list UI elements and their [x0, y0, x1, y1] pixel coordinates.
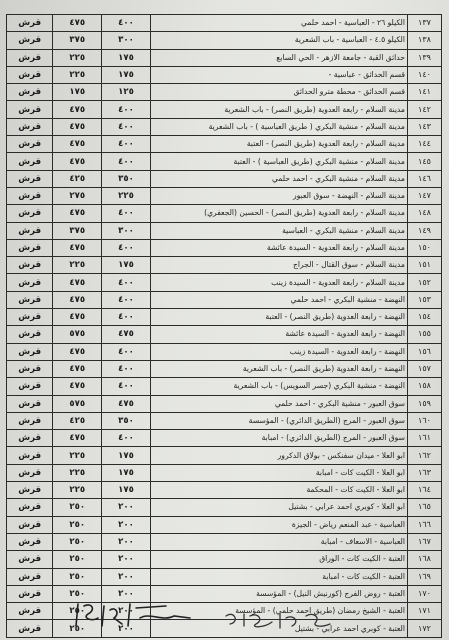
currency-cell: قرش [7, 551, 53, 568]
table-row [7, 395, 442, 412]
route-cell: مدينة السلام - سوق القتال - الجراج [150, 257, 407, 274]
row-number-cell: ١٧٢ [407, 620, 441, 637]
route-cell: حدائق القبة - جامعة الازهر - الحي السابع [150, 49, 407, 66]
fare-b-cell: ٤٢٥ [53, 170, 102, 187]
currency-cell: قرش [7, 395, 53, 412]
fare-a-cell: ٤٠٠ [102, 15, 151, 32]
currency-cell: قرش [7, 620, 53, 637]
fare-b-cell: ٢٢٥ [53, 447, 102, 464]
fare-a-cell: ٣٠٠ [102, 32, 151, 49]
currency-cell: قرش [7, 291, 53, 308]
table-row [7, 482, 442, 499]
table-row [7, 343, 442, 360]
table-row [7, 101, 442, 118]
route-cell: الكيلو ٤.٥ - العباسية - باب الشعرية [150, 32, 407, 49]
route-cell: مدينة السلام - منشية البكري - العباسية [150, 222, 407, 239]
fare-b-cell: ٢٥٠ [53, 620, 102, 637]
currency-cell: قرش [7, 222, 53, 239]
table-row [7, 84, 442, 101]
fare-a-cell: ٢٠٠ [102, 551, 151, 568]
route-cell: النهضة - منشية البكري - احمد حلمي [150, 291, 407, 308]
fare-b-cell: ٤٧٥ [53, 360, 102, 377]
row-number-cell: ١٦٠ [407, 412, 441, 429]
table-row [7, 153, 442, 170]
fare-a-cell: ٤٠٠ [102, 205, 151, 222]
currency-cell: قرش [7, 205, 53, 222]
fare-a-cell: ٢٠٠ [102, 620, 151, 637]
table-row [7, 170, 442, 187]
fare-a-cell: ٤٠٠ [102, 239, 151, 256]
fare-b-cell: ٤٧٥ [53, 430, 102, 447]
fare-b-cell: ١٧٥ [53, 84, 102, 101]
route-cell: ابو العلا - كوبري احمد عرابي - بشتيل [150, 499, 407, 516]
fare-b-cell: ٢٢٥ [53, 482, 102, 499]
currency-cell: قرش [7, 257, 53, 274]
row-number-cell: ١٤٢ [407, 101, 441, 118]
fare-b-cell: ٤٧٥ [53, 205, 102, 222]
fare-b-cell: ٤٧٥ [53, 118, 102, 135]
fare-a-cell: ٤٠٠ [102, 343, 151, 360]
currency-cell: قرش [7, 360, 53, 377]
fare-a-cell: ٤٠٠ [102, 360, 151, 377]
table-row [7, 516, 442, 533]
row-number-cell: ١٧٠ [407, 585, 441, 602]
row-number-cell: ١٤٩ [407, 222, 441, 239]
table-row [7, 187, 442, 204]
fare-a-cell: ١٧٥ [102, 257, 151, 274]
fare-a-cell: ١٧٥ [102, 482, 151, 499]
route-cell: العتبة - كوبري احمد عرابي - بشتيل [150, 620, 407, 637]
currency-cell: قرش [7, 603, 53, 620]
fare-b-cell: ٤٧٥ [53, 343, 102, 360]
route-cell: ابو العلا - ميدان سفنكس - بولاق الدكرور [150, 447, 407, 464]
table-row [7, 274, 442, 291]
route-cell: مدينة السلام - منشية البكري ( طريق العباسية ) - باب الشعرية [150, 118, 407, 135]
currency-cell: قرش [7, 464, 53, 481]
currency-cell: قرش [7, 343, 53, 360]
route-cell: مدينة السلام - رابعة العدوية (طريق النصر) - باب الشعرية [150, 101, 407, 118]
fare-a-cell: ١٢٥ [102, 84, 151, 101]
route-cell: مدينة السلام - رابعة العدوية (طريق النصر) - الحسين (الجعفري) [150, 205, 407, 222]
row-number-cell: ١٦٢ [407, 447, 441, 464]
row-number-cell: ١٥٠ [407, 239, 441, 256]
currency-cell: قرش [7, 136, 53, 153]
currency-cell: قرش [7, 187, 53, 204]
fare-a-cell: ١٧٥ [102, 447, 151, 464]
row-number-cell: ١٧١ [407, 603, 441, 620]
fare-b-cell: ٢٥٠ [53, 568, 102, 585]
route-cell: سوق العبور - المرج (الطريق الدائري) - المؤسسة [150, 412, 407, 429]
fare-a-cell: ٤٠٠ [102, 291, 151, 308]
row-number-cell: ١٤٥ [407, 153, 441, 170]
table-row [7, 533, 442, 550]
table-row [7, 32, 442, 49]
row-number-cell: ١٣٩ [407, 49, 441, 66]
currency-cell: قرش [7, 378, 53, 395]
row-number-cell: ١٦٤ [407, 482, 441, 499]
route-cell: العباسية - الاسعاف - امبابة [150, 533, 407, 550]
fare-a-cell: ٤٠٠ [102, 309, 151, 326]
row-number-cell: ١٦٥ [407, 499, 441, 516]
fare-a-cell: ٤٧٥ [102, 326, 151, 343]
fare-a-cell: ٤٠٠ [102, 136, 151, 153]
currency-cell: قرش [7, 239, 53, 256]
row-number-cell: ١٥١ [407, 257, 441, 274]
route-cell: النهضة - رابعة العدوية - السيدة عائشة [150, 326, 407, 343]
row-number-cell: ١٦٣ [407, 464, 441, 481]
row-number-cell: ١٤١ [407, 84, 441, 101]
row-number-cell: ١٦٩ [407, 568, 441, 585]
handwritten-initials [220, 608, 340, 632]
fare-b-cell: ٢٧٥ [53, 187, 102, 204]
table-row [7, 464, 442, 481]
currency-cell: قرش [7, 499, 53, 516]
table-row [7, 239, 442, 256]
currency-cell: قرش [7, 309, 53, 326]
route-cell: الكيلو ٢٦ - العباسية - احمد حلمي [150, 15, 407, 32]
fare-a-cell: ٢٠٠ [102, 533, 151, 550]
fare-a-cell: ٤٠٠ [102, 274, 151, 291]
currency-cell: قرش [7, 32, 53, 49]
route-cell: النهضة - رابعة العدوية - السيدة زينب [150, 343, 407, 360]
fare-b-cell: ٢٢٥ [53, 49, 102, 66]
row-number-cell: ١٣٧ [407, 15, 441, 32]
currency-cell: قرش [7, 412, 53, 429]
route-cell: سوق العبور - المرج (الطريق الدائري) - امبابة [150, 430, 407, 447]
row-number-cell: ١٤٠ [407, 66, 441, 83]
row-number-cell: ١٥٣ [407, 291, 441, 308]
fare-b-cell: ٤٧٥ [53, 239, 102, 256]
route-cell: ابو العلا - الكيت كات - المحكمة [150, 482, 407, 499]
route-cell: ابو العلا - الكيت كات - امبابة [150, 464, 407, 481]
row-number-cell: ١٥٧ [407, 360, 441, 377]
fare-a-cell: ٢٠٠ [102, 585, 151, 602]
currency-cell: قرش [7, 15, 53, 32]
table-row [7, 118, 442, 135]
fare-a-cell: ٢٠٠ [102, 499, 151, 516]
fare-b-cell: ٥٧٥ [53, 395, 102, 412]
fare-b-cell: ٢٥٠ [53, 551, 102, 568]
fare-a-cell: ١٧٥ [102, 66, 151, 83]
table-row [7, 447, 442, 464]
row-number-cell: ١٦٨ [407, 551, 441, 568]
route-cell: مدينة السلام - رابعة العدوية (طريق النصر) - العتبة [150, 136, 407, 153]
route-cell: مدينة السلام - النهضة - سوق العبور [150, 187, 407, 204]
fare-a-cell: ٢٠٠ [102, 603, 151, 620]
fare-b-cell: ٤٢٥ [53, 412, 102, 429]
row-number-cell: ١٦٧ [407, 533, 441, 550]
table-row [7, 205, 442, 222]
currency-cell: قرش [7, 153, 53, 170]
row-number-cell: ١٥٢ [407, 274, 441, 291]
table-row [7, 222, 442, 239]
fare-b-cell: ٤٧٥ [53, 15, 102, 32]
fare-a-cell: ٤٠٠ [102, 378, 151, 395]
table-row [7, 15, 442, 32]
fare-b-cell: ٤٧٥ [53, 274, 102, 291]
table-row [7, 66, 442, 83]
currency-cell: قرش [7, 482, 53, 499]
fare-a-cell: ٤٧٥ [102, 395, 151, 412]
currency-cell: قرش [7, 84, 53, 101]
table-row [7, 136, 442, 153]
fare-a-cell: ٤٠٠ [102, 101, 151, 118]
fare-a-cell: ٤٠٠ [102, 430, 151, 447]
table-row [7, 326, 442, 343]
table-row [7, 430, 442, 447]
fare-b-cell: ٢٢٥ [53, 66, 102, 83]
table-row [7, 257, 442, 274]
currency-cell: قرش [7, 568, 53, 585]
route-cell: العتبة - الشيخ رمضان (طريق احمد حلمي) - المؤسسة [150, 603, 407, 620]
row-number-cell: ١٦٦ [407, 516, 441, 533]
fare-a-cell: ٢٠٠ [102, 516, 151, 533]
route-cell: العتبة - الكيت كات - الوراق [150, 551, 407, 568]
route-cell: مدينة السلام - منشية البكري (طريق العباسية ) - العتبة [150, 153, 407, 170]
table-row [7, 309, 442, 326]
fare-table-body [7, 15, 442, 638]
row-number-cell: ١٤٧ [407, 187, 441, 204]
fare-b-cell: ٣٧٥ [53, 32, 102, 49]
fare-b-cell: ٤٧٥ [53, 101, 102, 118]
fare-a-cell: ٤٠٠ [102, 118, 151, 135]
route-cell: النهضة - رابعة العدوية (طريق النصر) - باب الشعرية [150, 360, 407, 377]
row-number-cell: ١٥٥ [407, 326, 441, 343]
fare-b-cell: ٤٧٥ [53, 153, 102, 170]
fare-a-cell: ١٧٥ [102, 49, 151, 66]
route-cell: النهضة - رابعة العدوية (طريق النصر) - العتبة [150, 309, 407, 326]
currency-cell: قرش [7, 101, 53, 118]
row-number-cell: ١٤٨ [407, 205, 441, 222]
fare-b-cell: ٢٢٥ [53, 257, 102, 274]
table-row [7, 568, 442, 585]
fare-b-cell: ٢٥٠ [53, 603, 102, 620]
fare-b-cell: ٤٧٥ [53, 378, 102, 395]
fare-b-cell: ٢٥٠ [53, 585, 102, 602]
route-cell: العباسية - عبد المنعم رياض - الجيزة [150, 516, 407, 533]
table-row [7, 412, 442, 429]
fare-table [6, 14, 442, 638]
route-cell: قسم الحدائق - عباسية - [150, 66, 407, 83]
table-row [7, 360, 442, 377]
fare-b-cell: ٤٧٥ [53, 291, 102, 308]
row-number-cell: ١٥٩ [407, 395, 441, 412]
currency-cell: قرش [7, 170, 53, 187]
fare-b-cell: ٤٧٥ [53, 136, 102, 153]
fare-b-cell: ٣٧٥ [53, 222, 102, 239]
route-cell: سوق العبور - منشية البكري - احمد حلمي [150, 395, 407, 412]
fare-b-cell: ٥٧٥ [53, 326, 102, 343]
fare-a-cell: ٣٥٠ [102, 170, 151, 187]
route-cell: النهضة - منشية البكري (جسر السويس) - باب الشعرية [150, 378, 407, 395]
row-number-cell: ١٥٤ [407, 309, 441, 326]
row-number-cell: ١٣٨ [407, 32, 441, 49]
fare-a-cell: ٣٠٠ [102, 222, 151, 239]
table-row [7, 551, 442, 568]
currency-cell: قرش [7, 533, 53, 550]
row-number-cell: ١٥٦ [407, 343, 441, 360]
currency-cell: قرش [7, 118, 53, 135]
route-cell: العتبة - الكيت كات - امبابة [150, 568, 407, 585]
currency-cell: قرش [7, 430, 53, 447]
row-number-cell: ١٤٤ [407, 136, 441, 153]
currency-cell: قرش [7, 326, 53, 343]
route-cell: العتبة - روض الفرج (كورنيش النيل) - المؤسسة [150, 585, 407, 602]
fare-a-cell: ٢٢٥ [102, 187, 151, 204]
route-cell: قسم الحدائق - محطة مترو الحدائق [150, 84, 407, 101]
fare-b-cell: ٢٢٥ [53, 464, 102, 481]
fare-b-cell: ٢٥٠ [53, 516, 102, 533]
fare-a-cell: ١٧٥ [102, 464, 151, 481]
table-row [7, 499, 442, 516]
row-number-cell: ١٤٣ [407, 118, 441, 135]
fare-b-cell: ٢٥٠ [53, 533, 102, 550]
fare-b-cell: ٤٧٥ [53, 309, 102, 326]
fare-a-cell: ٤٠٠ [102, 153, 151, 170]
row-number-cell: ١٦١ [407, 430, 441, 447]
row-number-cell: ١٥٨ [407, 378, 441, 395]
currency-cell: قرش [7, 66, 53, 83]
row-number-cell: ١٤٦ [407, 170, 441, 187]
fare-a-cell: ٢٠٠ [102, 568, 151, 585]
handwritten-signature-date [70, 600, 200, 630]
currency-cell: قرش [7, 274, 53, 291]
currency-cell: قرش [7, 49, 53, 66]
currency-cell: قرش [7, 585, 53, 602]
table-row [7, 378, 442, 395]
route-cell: مدينة السلام - رابعة العدوية - السيدة زينب [150, 274, 407, 291]
route-cell: مدينة السلام - منشية البكري - احمد حلمي [150, 170, 407, 187]
currency-cell: قرش [7, 447, 53, 464]
table-row [7, 49, 442, 66]
currency-cell: قرش [7, 516, 53, 533]
route-cell: مدينة السلام - رابعة العدوية - السيدة عائشة [150, 239, 407, 256]
fare-b-cell: ٢٥٠ [53, 499, 102, 516]
fare-a-cell: ٣٥٠ [102, 412, 151, 429]
table-row [7, 291, 442, 308]
